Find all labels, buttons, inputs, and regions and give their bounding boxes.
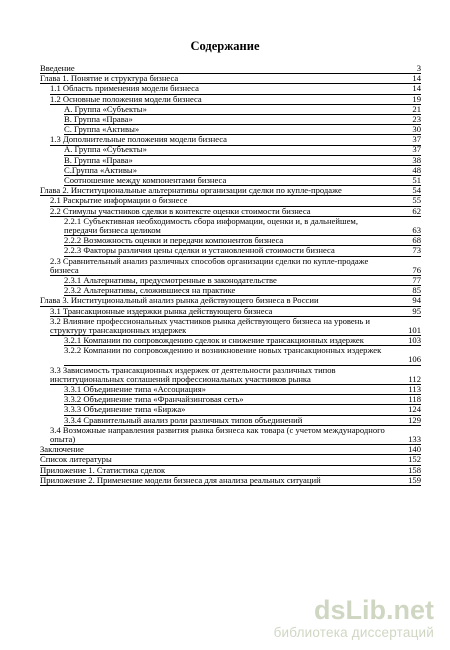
toc-entry[interactable] <box>40 395 421 405</box>
toc-entry-text: Глава 3. Институциональный анализ рынка действующего бизнеса в России <box>40 296 319 306</box>
toc-page-number: 63 <box>412 225 421 235</box>
toc-page-number: 3 <box>416 62 421 73</box>
toc-entry-text: бизнеса <box>50 265 79 275</box>
toc-entry[interactable] <box>40 455 421 465</box>
toc-page-number: 106 <box>408 354 421 365</box>
watermark <box>234 595 434 641</box>
toc-entry-text: Глава 1. Понятие и структура бизнеса <box>40 74 179 84</box>
toc-entry[interactable] <box>40 445 421 455</box>
toc-entry-text: А. Группа «Субъекты» <box>64 104 147 114</box>
toc-entry-text: Глава 2. Институциональные альтернативы организации сделки по купле-продаже <box>40 186 342 196</box>
toc-entry-text: Список литературы <box>40 455 112 465</box>
toc-page-number: 37 <box>412 144 421 155</box>
toc-entry[interactable] <box>40 466 421 476</box>
toc-page-number: 101 <box>408 324 421 335</box>
toc-entry[interactable] <box>40 426 421 445</box>
watermark-logo: dsLib.net <box>314 595 434 625</box>
toc-entry-text: 1.1 Область применения модели бизнеса <box>50 84 199 94</box>
toc-page-number: 113 <box>408 384 421 395</box>
toc-entry[interactable] <box>40 366 421 385</box>
toc-entry-text: 3.3 Зависимость трансакционных издержек от деятельности различных типов <box>50 365 336 375</box>
toc-page-number: 68 <box>412 235 421 246</box>
toc-entry-text: опыта) <box>50 435 76 445</box>
toc-entry-text: 3.1 Трансакционные издержки рынка действующего бизнеса <box>50 306 273 316</box>
toc-page-number: 129 <box>408 414 421 425</box>
toc-entry-text: А. Группа «Субъекты» <box>64 145 147 155</box>
toc-entry[interactable] <box>40 105 421 115</box>
toc-entry[interactable] <box>40 166 421 176</box>
toc-entry-text: 3.3.2 Объединение типа «Франчайзинговая сеть» <box>64 395 244 405</box>
toc-entry[interactable] <box>40 307 421 317</box>
toc-entry-text: Приложение 1. Статистика сделок <box>40 465 166 475</box>
toc-page-number: 23 <box>412 113 421 124</box>
toc-entry[interactable] <box>40 64 421 74</box>
toc-entry[interactable] <box>40 84 421 94</box>
toc-page-number: 38 <box>412 154 421 165</box>
toc-page-number: 118 <box>408 394 421 405</box>
page-title: Содержание <box>190 39 260 53</box>
toc-entry-text: 3.4 Возможные направления развития рынка бизнеса как товара (с учетом международного <box>50 425 385 435</box>
toc-page-number: 51 <box>412 175 421 186</box>
watermark-subtitle: библиотека диссертаций <box>273 625 434 640</box>
toc-entry[interactable] <box>40 416 421 426</box>
toc-entry-text: Приложение 2. Применение модели бизнеса для анализа реальных ситуаций <box>40 475 321 485</box>
toc-entry[interactable] <box>40 135 421 145</box>
toc-entry[interactable] <box>40 217 421 236</box>
toc-entry-text: 2.2 Стимулы участников сделки в контексте оценки стоимости бизнеса <box>50 206 311 216</box>
toc-entry[interactable] <box>40 286 421 296</box>
toc-entry[interactable] <box>40 74 421 84</box>
toc-entry-text: Введение <box>40 63 75 73</box>
toc-page-number: 14 <box>412 83 421 94</box>
toc-entry[interactable] <box>40 476 421 486</box>
toc-page-number: 103 <box>408 335 421 346</box>
toc-page-number: 95 <box>412 305 421 316</box>
toc-entry[interactable] <box>40 385 421 395</box>
toc-entry-text: 3.2.1 Компании по сопровождению сделок и снижение трансакционных издержек <box>64 336 364 346</box>
toc-page-number: 62 <box>412 205 421 216</box>
toc-page-number: 30 <box>412 124 421 135</box>
toc-entry-text: 3.2.2 Компании по сопровождению и возникновение новых трансакционных издержек <box>64 346 382 356</box>
toc-entry[interactable] <box>40 276 421 286</box>
toc-page-number: 48 <box>412 164 421 175</box>
toc-page-number: 73 <box>412 245 421 256</box>
toc-entry-text: 3.3.3 Объединение типа «Биржа» <box>64 405 186 415</box>
toc-entry-text: Заключение <box>40 445 84 455</box>
toc-entry[interactable] <box>40 115 421 125</box>
toc-entry-text: 2.3 Сравнительный анализ различных способов организации сделки по купле-продаже <box>50 256 369 266</box>
toc-entry[interactable] <box>40 95 421 105</box>
toc-entry[interactable] <box>40 317 421 336</box>
toc-entry-text: 1.3 Дополнительные положения модели бизнеса <box>50 135 227 145</box>
toc-entry[interactable] <box>40 405 421 415</box>
toc-entry-text: 2.2.1 Субъективная необходимость сбора информации, оценки и, в дальнейшем, <box>64 216 358 226</box>
toc-entry[interactable] <box>40 186 421 196</box>
toc-entry[interactable] <box>40 146 421 156</box>
toc-page-number: 54 <box>412 185 421 196</box>
toc-entry[interactable] <box>40 236 421 246</box>
toc-entry[interactable] <box>40 336 421 346</box>
toc-page-number: 77 <box>412 274 421 285</box>
toc-entry-text: 3.2 Влияние профессиональных участников рынка действующего бизнеса на уровень и <box>50 316 371 326</box>
toc-page-number: 85 <box>412 285 421 296</box>
toc-page-number: 19 <box>412 93 421 104</box>
toc-entry[interactable] <box>40 257 421 276</box>
toc-entry-text: С. Группа «Активы» <box>64 125 140 135</box>
toc-page-number: 55 <box>412 195 421 206</box>
toc-entry-text: В. Группа «Права» <box>64 155 133 165</box>
toc-entry-text: структуру трансакционных издержек <box>50 325 187 335</box>
toc-entry[interactable] <box>40 296 421 306</box>
toc-entry-text: институциональных соглашений профессиональных участников рынка <box>50 374 311 384</box>
toc-entry-text: С.Группа «Активы» <box>64 165 137 175</box>
toc-entry-text: передачи бизнеса целиком <box>64 226 161 235</box>
toc-page-number: 133 <box>408 434 421 445</box>
toc-entry[interactable] <box>40 156 421 166</box>
toc-page-number: 76 <box>412 264 421 275</box>
table-of-contents <box>40 64 421 486</box>
toc-page-number: 94 <box>412 295 421 306</box>
toc-page-number: 152 <box>408 454 421 465</box>
toc-entry-text: 2.2.2 Возможность оценки и передачи компонентов бизнеса <box>64 236 284 246</box>
toc-entry-text: 2.1 Раскрытие информации о бизнесе <box>50 196 188 206</box>
toc-entry-text: 2.2.3 Факторы различия цены сделки и установленной стоимости бизнеса <box>64 246 335 256</box>
toc-page-number: 140 <box>408 444 421 455</box>
toc-entry[interactable] <box>40 346 421 365</box>
toc-entry-text: 1.2 Основные положения модели бизнеса <box>50 94 202 104</box>
toc-entry[interactable] <box>40 196 421 206</box>
toc-entry-text: В. Группа «Права» <box>64 114 133 124</box>
toc-page-number: 158 <box>408 464 421 475</box>
toc-entry-text: Соотношение между компонентами бизнеса <box>64 176 227 186</box>
toc-entry-text: 3.3.4 Сравнительный анализ роли различных типов объединений <box>64 415 303 425</box>
toc-page-number: 37 <box>412 134 421 145</box>
toc-entry[interactable] <box>40 176 421 186</box>
toc-page-number: 124 <box>408 404 421 415</box>
toc-entry[interactable] <box>40 207 421 217</box>
toc-entry-text: 2.3.2 Альтернативы, сложившиеся на практике <box>64 286 236 296</box>
toc-page-number: 159 <box>408 474 421 485</box>
toc-entry[interactable] <box>40 246 421 256</box>
toc-entry-text: 3.3.1 Объединение типа «Ассоциация» <box>64 385 206 395</box>
toc-page-number: 112 <box>408 373 421 384</box>
toc-page-number: 21 <box>412 103 421 114</box>
toc-entry-text: 2.3.1 Альтернативы, предусмотренные в законодательстве <box>64 275 277 285</box>
toc-entry[interactable] <box>40 125 421 135</box>
toc-page-number: 14 <box>412 73 421 84</box>
